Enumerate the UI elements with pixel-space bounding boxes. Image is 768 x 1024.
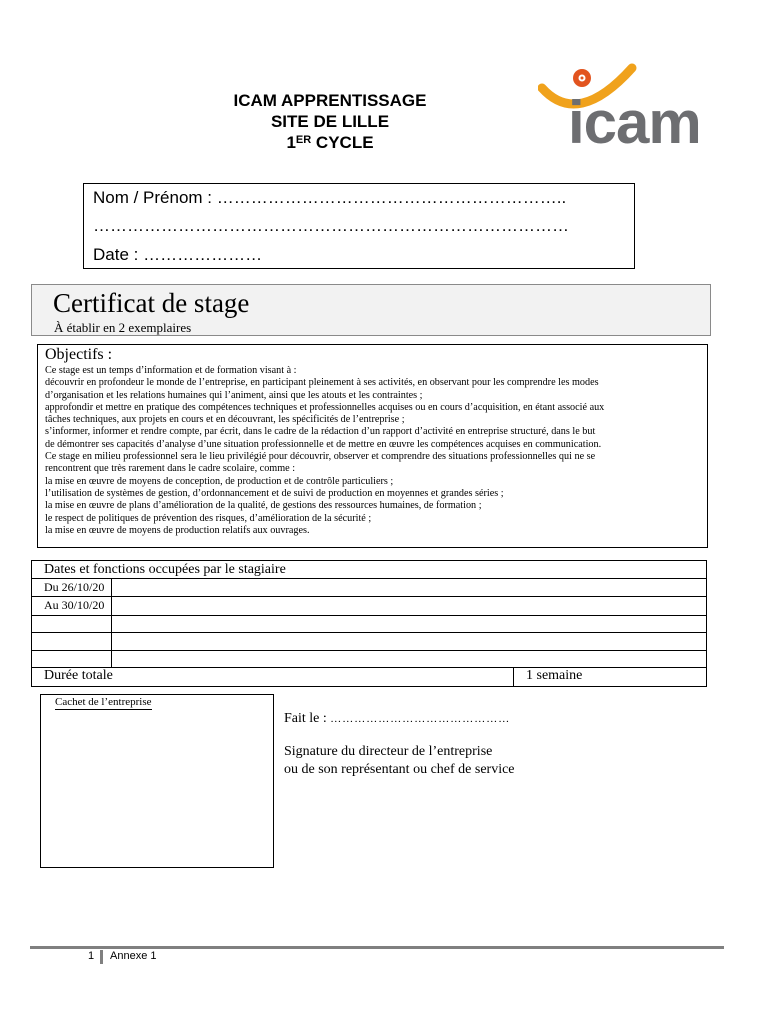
duree-totale-value[interactable]: 1 semaine	[526, 668, 583, 683]
document-header	[180, 90, 480, 153]
certificat-subtitle: À établir en 2 exemplaires	[54, 320, 192, 335]
objectifs-line: Ce stage est un temps d’information et de formation visant à :	[45, 365, 297, 376]
cycle-ordinal: ER	[295, 134, 312, 146]
icam-logo	[538, 62, 738, 154]
table-rule	[513, 667, 514, 687]
dates-fonctions-table	[31, 560, 707, 687]
fonction-cell[interactable]	[112, 579, 705, 596]
page-number: 1	[88, 950, 95, 962]
logo-wordmark: icam	[568, 89, 701, 154]
objectifs-line: la mise en œuvre de moyens de conception, de production et de contrôle particuliers ;	[45, 475, 394, 487]
objectifs-line: d’organisation et les relations humaines qui l’animent, ainsi que les atouts et les contraintes ;	[45, 389, 423, 401]
date-cell[interactable]: Du 26/10/20	[44, 580, 105, 594]
objectifs-line: le respect de politiques de prévention des risques, d’amélioration de la sécurité ;	[45, 512, 372, 524]
nom-prenom-field[interactable]: Nom / Prénom : ……………………………………………………..	[93, 188, 567, 207]
fait-le-field[interactable]	[284, 711, 510, 727]
fonction-cell[interactable]	[112, 633, 705, 650]
cachet-box[interactable]	[40, 694, 274, 868]
objectifs-text	[45, 365, 604, 537]
date-cell[interactable]	[32, 616, 111, 632]
date-field[interactable]: Date : …………………	[93, 245, 263, 264]
fonction-cell[interactable]	[112, 651, 705, 667]
objectifs-line: découvrir en profondeur le monde de l’entreprise, en participant pleinement à ses activités, en observant pour les comprendre les modes	[45, 377, 599, 389]
date-cell[interactable]	[32, 633, 111, 650]
identity-box	[83, 183, 635, 269]
table-rule	[32, 667, 706, 668]
fait-le-dots[interactable]: ………………………………………	[330, 713, 511, 725]
objectifs-box	[37, 344, 708, 548]
date-cell[interactable]: Au 30/10/20	[44, 598, 105, 612]
objectifs-line: la mise en œuvre de moyens de production relatifs aux ouvrages.	[45, 524, 310, 536]
signature-line-1: Signature du directeur de l’entreprise	[284, 744, 493, 759]
objectifs-line: l’utilisation de systèmes de gestion, d’ordonnancement et de suivi de production en moyennes et grandes séries ;	[45, 487, 504, 499]
footer-separator	[100, 950, 103, 964]
header-line-2: SITE DE LILLE	[270, 112, 390, 131]
duree-totale-label: Durée totale	[44, 668, 113, 683]
cycle-word: CYCLE	[311, 133, 374, 152]
objectifs-line: tâches techniques, aux projets en cours et en découvrant, les spécificités de l’entreprise ;	[45, 414, 405, 426]
header-line-3	[180, 132, 480, 153]
objectifs-title: Objectifs :	[45, 346, 113, 363]
cachet-label: Cachet de l’entreprise	[55, 696, 152, 708]
objectifs-line: la mise en œuvre de plans d’amélioration de la qualité, de gestions des ressources humaines, de formation ;	[45, 500, 482, 512]
header-line-1: ICAM APPRENTISSAGE	[233, 91, 427, 110]
dates-table-title: Dates et fonctions occupées par le stagiaire	[44, 562, 286, 577]
nom-prenom-continuation[interactable]: …………………………………………………………………………	[93, 216, 569, 235]
certificat-title: Certificat de stage	[53, 288, 250, 318]
certificat-banner	[31, 284, 711, 336]
fonction-cell[interactable]	[112, 616, 705, 632]
objectifs-line: rencontrent que très rarement dans le cadre scolaire, comme :	[45, 463, 296, 475]
fait-le-label: Fait le :	[284, 711, 331, 726]
annex-label: Annexe 1	[110, 950, 157, 962]
objectifs-line: de démontrer ses capacités d’analyse d’une situation professionnelle et de mettre en œuvre les compétences acquises en communication.	[45, 438, 602, 450]
cycle-number: 1	[286, 133, 296, 152]
objectifs-line: Ce stage en milieu professionnel sera le lieu privilégié pour découvrir, observer et comprendre des situations professionnelles qui ne se	[45, 451, 596, 463]
objectifs-line: s’informer, informer et rendre compte, par écrit, dans le cadre de la rédaction d’un rapport d’activité en entreprise structuré, dans le but	[45, 426, 596, 438]
fonction-cell[interactable]	[112, 597, 705, 615]
signature-line-2: ou de son représentant ou chef de service	[284, 762, 515, 777]
objectifs-line: approfondir et mettre en pratique des compétences techniques et professionnelles acquises ou en cours d’acquisition, en étant associé aux	[45, 401, 605, 413]
date-cell[interactable]	[32, 651, 111, 667]
footer-divider	[30, 946, 724, 949]
